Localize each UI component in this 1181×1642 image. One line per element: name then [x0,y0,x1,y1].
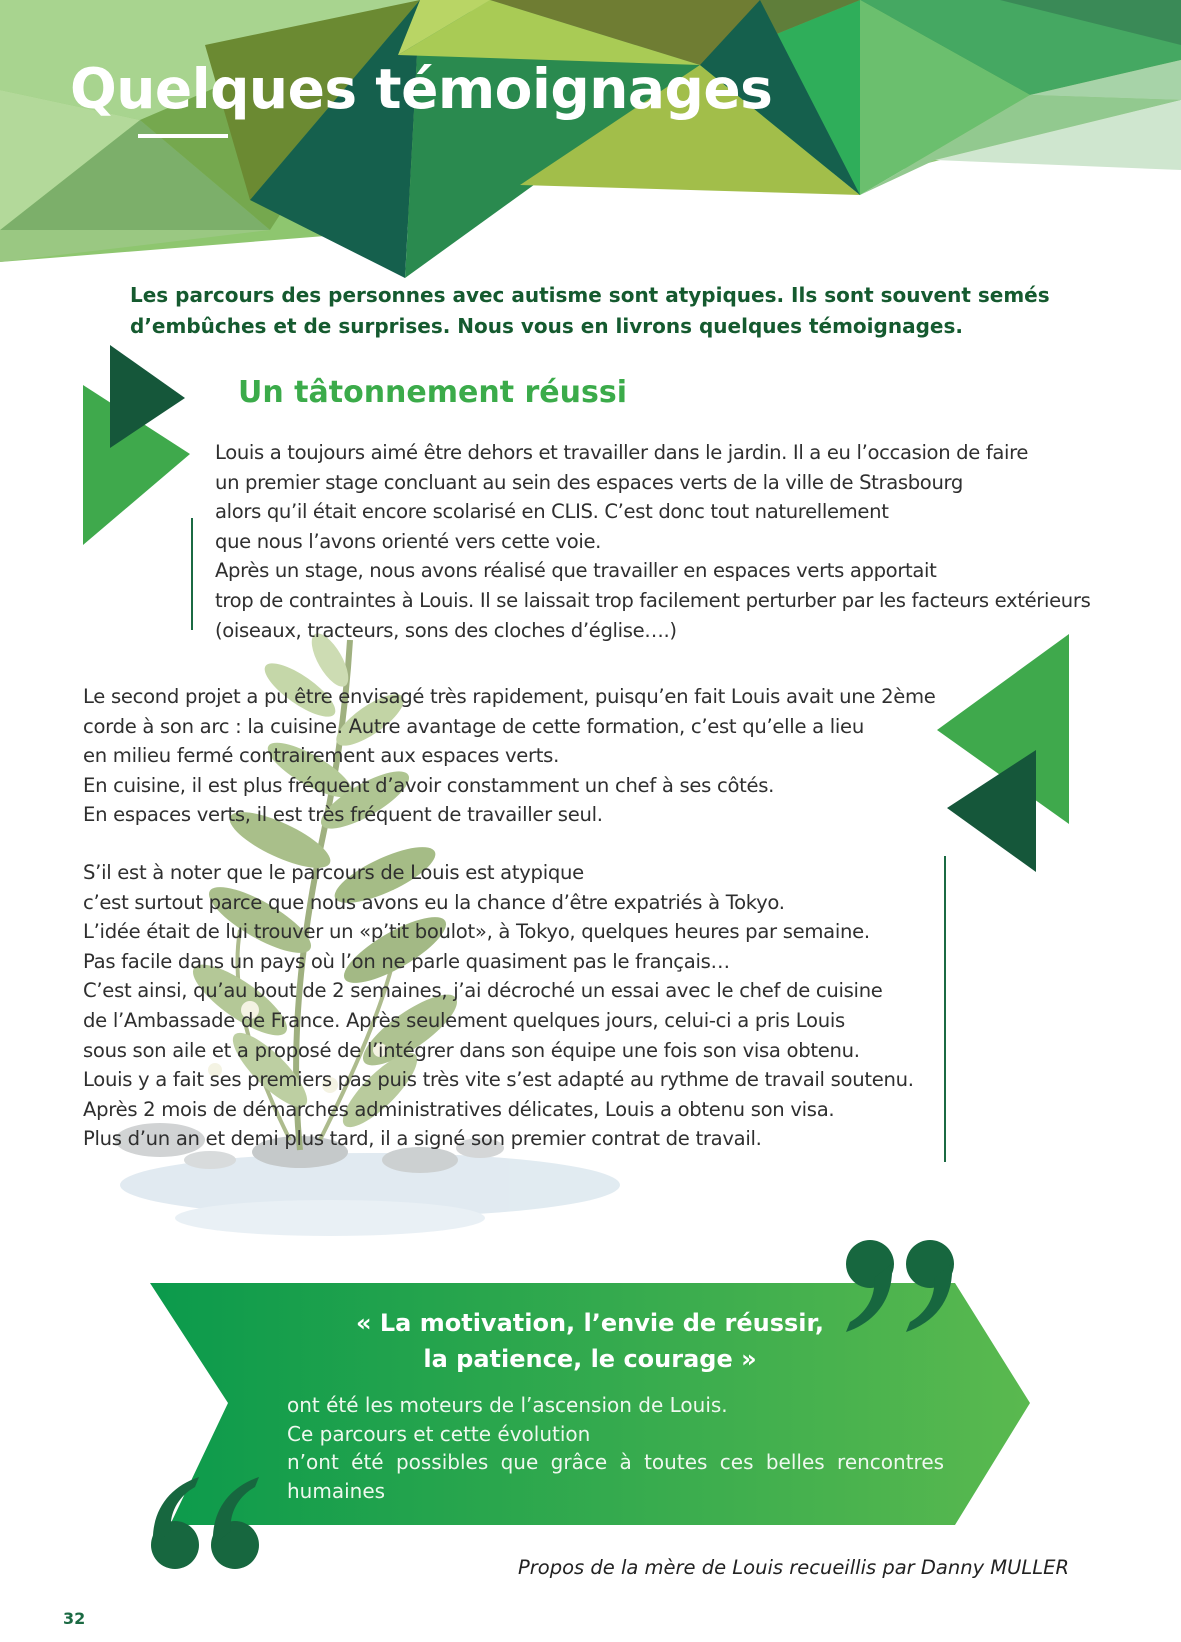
text-line: L’idée était de lui trouver un «p’tit boulot», à Tokyo, quelques heures par semaine. [83,920,870,944]
paragraph-2 [83,682,936,830]
text-line: Après 2 mois de démarches administratives délicates, Louis a obtenu son visa. [83,1097,835,1121]
quote-body-line: ont été les moteurs de l’ascension de Louis. [287,1393,728,1417]
quote-body-line: humaines [287,1478,386,1503]
text-line: Le second projet a pu être envisagé très rapidement, puisqu’en fait Louis avait une 2ème [83,685,936,708]
quote-line: « La motivation, l’envie de réussir, [356,1309,824,1337]
open-quote-icon [135,1467,265,1572]
text-line: (oiseaux, tracteurs, sons des cloches d’église….) [215,618,677,642]
text-line: Louis y a fait ses premiers pas puis très vite s’est adapté au rythme de travail soutenu. [83,1068,914,1092]
text-line: En cuisine, il est plus fréquent d’avoir constamment un chef à ses côtés. [83,773,775,797]
text-line: En espaces verts, il est très fréquent de travailler seul. [83,803,603,827]
text-line: Pas facile dans un pays où l’on ne parle quasiment pas le français… [83,949,730,973]
paragraph-1 [215,438,1090,645]
header-banner [0,0,1181,278]
text-line: Après un stage, nous avons réalisé que travailler en espaces verts apportait [215,559,937,583]
text-line: corde à son arc : la cuisine. Autre avantage de cette formation, c’est qu’elle a lieu [83,714,864,738]
quote-body-line: n’ont été possibles que grâce à toutes ces belles rencontres [287,1450,945,1474]
intro-line: Les parcours des personnes avec autisme sont atypiques. Ils sont souvent semés [130,283,1050,307]
credit-line: Propos de la mère de Louis recueillis par Danny MULLER [518,1556,1069,1579]
text-line: que nous l’avons orienté vers cette voie. [215,529,602,553]
divider [944,856,946,1162]
text-line: alors qu’il était encore scolarisé en CLIS. C’est donc tout naturellement [215,500,889,524]
text-line: de l’Ambassade de France. Après seulement quelques jours, celui-ci a pris Louis [83,1008,845,1032]
intro-line: d’embûches et de surprises. Nous vous en livrons quelques témoignages. [130,314,963,338]
quote-headline [300,1305,880,1377]
intro-text [130,280,1070,342]
paragraph-3 [83,858,914,1154]
divider [191,518,193,630]
text-line: sous son aile et a proposé de l’intégrer dans son équipe une fois son visa obtenu. [83,1038,860,1062]
title-underline [138,134,228,138]
text-line: c’est surtout parce que nous avons eu la chance d’être expatriés à Tokyo. [83,890,785,914]
quote-body [287,1391,944,1505]
text-line: en milieu fermé contrairement aux espaces verts. [83,744,560,768]
text-line: Louis a toujours aimé être dehors et travailler dans le jardin. Il a eu l’occasion de faire [215,441,1029,464]
quote-body-line: Ce parcours et cette évolution [287,1421,591,1446]
page-title: Quelques témoignages [70,57,773,121]
text-line: trop de contraintes à Louis. Il se laissait trop facilement perturber par les facteurs extérieurs [215,588,1091,612]
page-number: 32 [63,1609,86,1628]
text-line: S’il est à noter que le parcours de Louis est atypique [83,861,584,884]
section-title: Un tâtonnement réussi [238,375,628,410]
text-line: Plus d’un an et demi plus tard, il a signé son premier contrat de travail. [83,1127,762,1151]
text-line: un premier stage concluant au sein des espaces verts de la ville de Strasbourg [215,470,963,494]
quote-line: la patience, le courage » [423,1345,757,1373]
text-line: C’est ainsi, qu’au bout de 2 semaines, j’ai décroché un essai avec le chef de cuisine [83,979,883,1003]
